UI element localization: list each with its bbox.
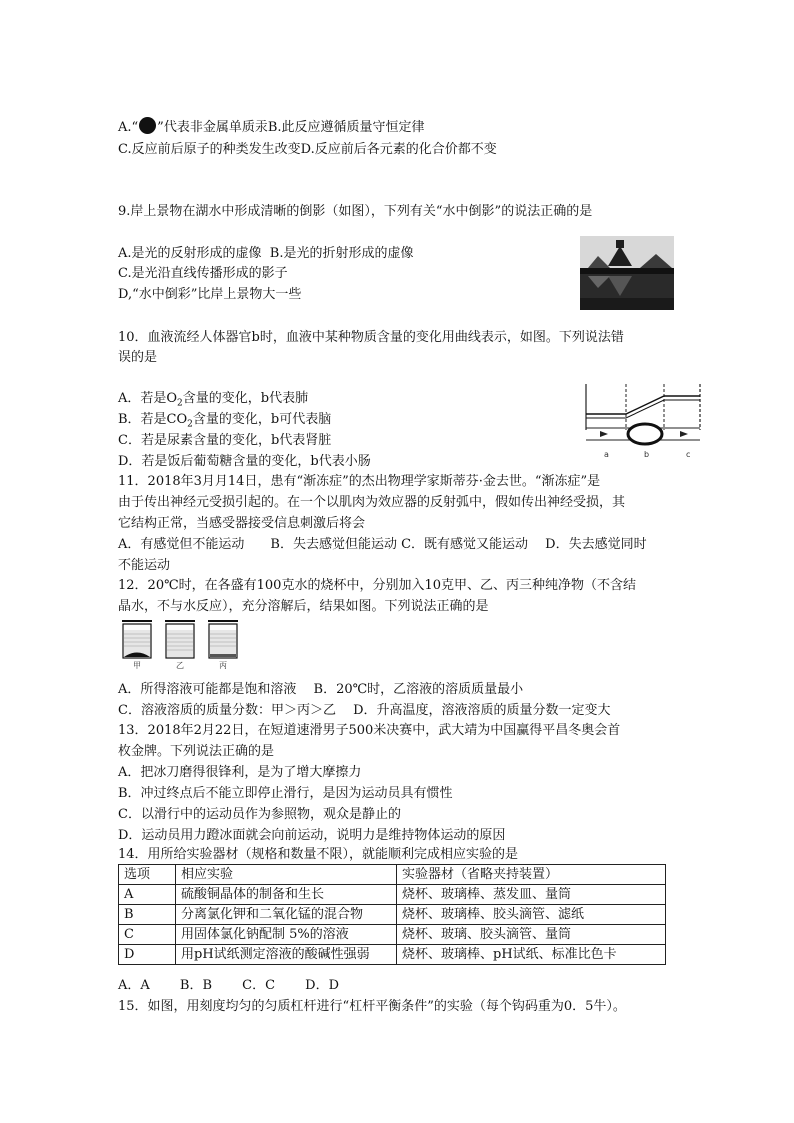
q10-option-b-post: 含量的变化，b可代表脑	[192, 412, 332, 427]
q10-option-b-sub: 2	[187, 419, 193, 430]
table-row	[119, 925, 666, 945]
table-cell: 分离氯化钾和二氧化锰的混合物	[176, 905, 397, 925]
q8-option-b: B.此反应遵循质量守恒定律	[267, 120, 425, 135]
beaker-label-jia: 甲	[133, 661, 141, 670]
q9-stem: 9.岸上景物在湖水中形成清晰的倒影（如图），下列有关“水中倒影”的说法正确的是	[118, 204, 593, 219]
q8-option-a-pre: A.“	[118, 120, 139, 135]
table-header-cell: 相应实验	[176, 865, 397, 885]
q10-stem-2: 误的是	[118, 350, 158, 365]
q10-option-a-sub: 2	[177, 398, 183, 409]
beaker-label-bing: 丙	[219, 661, 227, 670]
q11-line-1: 11．2018年3月月14日，患有“渐冻症”的杰出物理学家斯蒂芬·金去世。“渐冻症”是	[118, 474, 601, 489]
q10-stem-1: 10．血液流经人体器官b时，血液中某种物质含量的变化用曲线表示，如图。下列说法错	[118, 330, 624, 345]
diagram-label-a: a	[604, 450, 609, 459]
table-cell: 烧杯、玻璃棒、胶头滴管、滤纸	[397, 905, 666, 925]
q8-option-a-post: ”代表非金属单质汞	[157, 120, 268, 135]
diagram-label-b: b	[644, 450, 650, 459]
q11-line-3: 它结构正常，当感受器接受信息刺激后将会	[118, 516, 366, 531]
q12-line-1: 12．20℃时，在各盛有100克水的烧杯中，分别加入10克甲、乙、丙三种纯净物（不含结	[118, 578, 636, 593]
q11-options-cont: 不能运动	[118, 558, 171, 573]
diagram-label-c: c	[686, 450, 691, 459]
q13-option-c: C．以滑行中的运动员作为参照物，观众是静止的	[118, 807, 401, 822]
black-atom-icon	[139, 117, 156, 134]
table-row	[119, 905, 666, 925]
table-header-row	[119, 865, 666, 885]
table-header-cell: 实验器材（省略夹持装置）	[397, 865, 666, 885]
q9-option-a: A.是光的反射形成的虚像	[118, 246, 262, 261]
table-cell: A	[119, 885, 176, 905]
beaker-jia	[122, 621, 152, 658]
table-cell: 用固体氯化钠配制 5%的溶液	[176, 925, 397, 945]
q10-option-b-pre: B．若是CO	[118, 412, 188, 427]
q11-options: A．有感觉但不能运动 B．失去感觉但能运动 C．既有感觉又能运动 D．失去感觉同时	[118, 537, 647, 552]
flow-arrow-icon	[600, 431, 608, 437]
beakers-figure	[118, 618, 242, 670]
table-header-cell: 选项	[119, 865, 176, 885]
q9-row-ab	[118, 244, 413, 264]
table-row	[119, 885, 666, 905]
q14-table	[118, 864, 666, 965]
q10-option-d: D．若是饭后葡萄糖含量的变化，b代表小肠	[118, 454, 371, 469]
q13-line-1: 13．2018年2月22日，在短道速滑男子500米决赛中，武大靖为中国赢得平昌冬奥会首	[118, 723, 621, 738]
table-cell: C	[119, 925, 176, 945]
table-cell: D	[119, 945, 176, 965]
beaker-yi	[165, 621, 195, 658]
beaker-label-yi: 乙	[176, 661, 184, 670]
table-cell: 硫酸铜晶体的制备和生长	[176, 885, 397, 905]
q10-option-a-post: 含量的变化，b代表肺	[182, 391, 309, 406]
q8-option-c: C.反应前后原子的种类发生改变	[118, 142, 301, 157]
table-cell: 烧杯、玻璃、胶头滴管、量筒	[397, 925, 666, 945]
q14-stem: 14．用所给实验器材（规格和数量不限），就能顺利完成相应实验的是	[118, 847, 519, 862]
beaker-bing	[208, 621, 238, 658]
q11-line-2: 由于传出神经元受损引起的。在一个以肌肉为效应器的反射弧中，假如传出神经受损，其	[118, 495, 626, 510]
q14-answers: A．A B．B C．C D．D	[118, 978, 340, 993]
q9-option-d: D,“水中倒彩”比岸上景物大一些	[118, 287, 302, 302]
table-cell: 烧杯、玻璃棒、pH试纸、标准比色卡	[397, 945, 666, 965]
q13-option-d: D．运动员用力蹬冰面就会向前运动，说明力是维持物体运动的原因	[118, 828, 506, 843]
q12-line-2: 晶水，不与水反应），充分溶解后，结果如图。下列说法正确的是	[118, 599, 489, 614]
lake-reflection-photo	[580, 236, 674, 310]
q13-option-a: A．把冰刀磨得很锋利，是为了增大摩擦力	[118, 765, 362, 780]
q12-options-cd: C．溶液溶质的质量分数：甲＞丙＞乙 D．升高温度，溶液溶质的质量分数一定变大	[118, 703, 611, 718]
table-cell: 烧杯、玻璃棒、蒸发皿、量筒	[397, 885, 666, 905]
q8-row-ab	[118, 117, 425, 138]
q8-row-cd	[118, 140, 497, 160]
table-cell: 用pH试纸测定溶液的酸碱性强弱	[176, 945, 397, 965]
q15-stem: 15．如图，用刻度均匀的匀质杠杆进行“杠杆平衡条件”的实验（每个钩码重为0．5牛）。	[118, 999, 626, 1014]
q13-option-b: B．冲过终点后不能立即停止滑行，是因为运动员具有惯性	[118, 786, 453, 801]
table-cell: B	[119, 905, 176, 925]
table-row	[119, 945, 666, 965]
q12-options-ab: A．所得溶液可能都是饱和溶液 B．20℃时，乙溶液的溶质质量最小	[118, 682, 524, 697]
q13-line-2: 枚金牌。下列说法正确的是	[118, 744, 275, 759]
q10-option-a-pre: A．若是O	[118, 391, 178, 406]
q10-option-c: C．若是尿素含量的变化，b代表肾脏	[118, 433, 332, 448]
q8-option-d: D.反应前后各元素的化合价都不变	[300, 142, 497, 157]
blood-flow-diagram	[582, 380, 704, 462]
q9-option-b: B.是光的折射形成的虚像	[269, 246, 414, 261]
flow-arrow-icon	[680, 431, 688, 437]
q9-option-c: C.是光沿直线传播形成的影子	[118, 266, 288, 281]
